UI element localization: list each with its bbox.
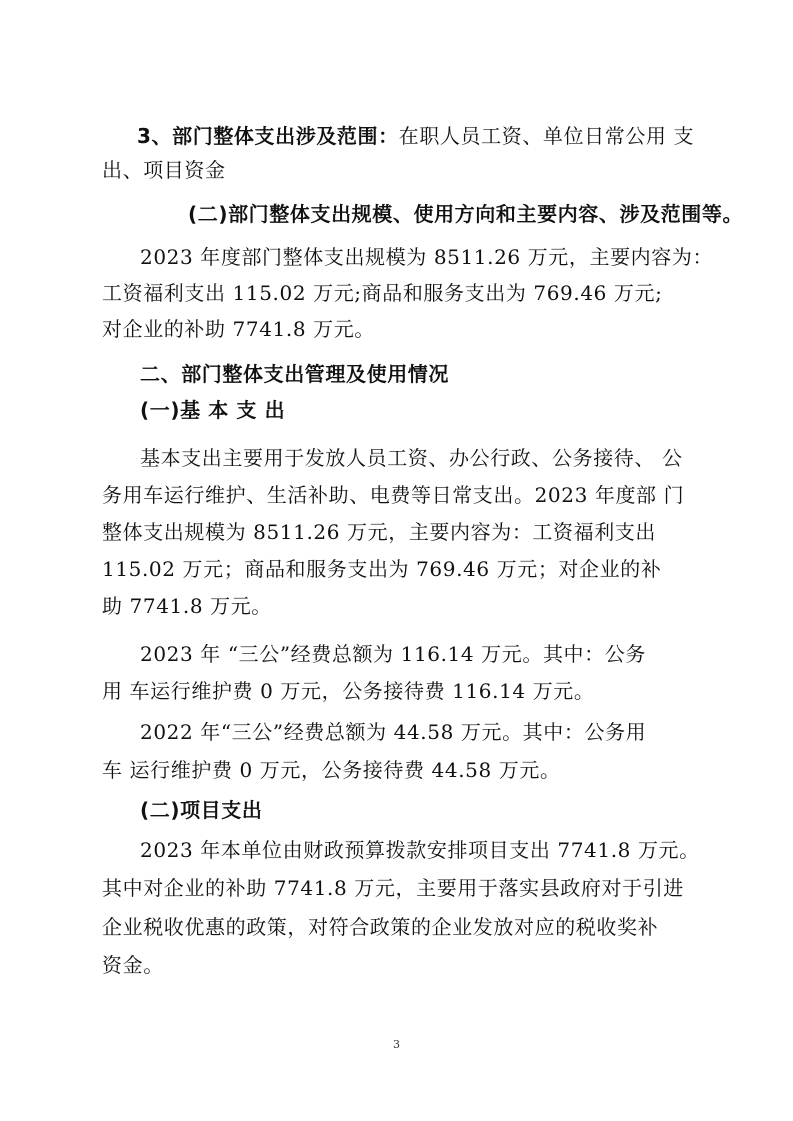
section-heading-2: (二)部门整体支出规模、使用方向和主要内容、涉及范围等。 [188, 202, 744, 226]
paragraph-scale-line-3: 对企业的补助 7741.8 万元。 [102, 317, 375, 341]
paragraph-scope-line-2: 出、项目资金 [102, 158, 226, 182]
paragraph-basic-line-5: 助 7741.8 万元。 [102, 594, 272, 618]
paragraph-basic-line-4: 115.02 万元；商品和服务支出为 769.46 万元；对企业的补 [102, 557, 662, 581]
scope-text: 在职人员工资、单位日常公用 支 [398, 124, 695, 148]
paragraph-basic-line-1: 基本支出主要用于发放人员工资、办公行政、公务接待、 公 [140, 446, 683, 470]
chapter-heading: 二、部门整体支出管理及使用情况 [140, 362, 449, 386]
paragraph-scope-line-1 [137, 122, 695, 150]
paragraph-basic-line-3: 整体支出规模为 8511.26 万元，主要内容为：工资福利支出 [102, 520, 657, 544]
paragraph-2022-line-1: 2022 年“三公”经费总额为 44.58 万元。其中：公务用 [140, 720, 647, 744]
paragraph-project-line-3: 企业税收优惠的政策，对符合政策的企业发放对应的税收奖补 [102, 915, 659, 939]
section-heading-basic: (一)基 本 支 出 [140, 398, 286, 422]
paragraph-project-line-2: 其中对企业的补助 7741.8 万元，主要用于落实县政府对于引进 [102, 876, 684, 900]
paragraph-scale-line-2: 工资福利支出 115.02 万元;商品和服务支出为 769.46 万元; [102, 281, 663, 305]
page-number: 3 [393, 1038, 400, 1051]
paragraph-project-line-1: 2023 年本单位由财政预算拨款安排项目支出 7741.8 万元。 [140, 838, 700, 862]
paragraph-basic-line-2: 务用车运行维护、生活补助、电费等日常支出。2023 年度部 门 [102, 483, 685, 507]
paragraph-2023-line-1: 2023 年 “三公”经费总额为 116.14 万元。其中：公务 [140, 642, 646, 666]
section-heading-project: (二)项目支出 [140, 798, 263, 822]
paragraph-project-line-4: 资金。 [102, 953, 164, 977]
scope-heading: 3、部门整体支出涉及范围： [137, 124, 399, 148]
paragraph-2023-line-2: 用 车运行维护费 0 万元，公务接待费 116.14 万元。 [102, 679, 595, 703]
paragraph-scale-line-1: 2023 年度部门整体支出规模为 8511.26 万元，主要内容为： [140, 245, 714, 269]
paragraph-2022-line-2: 车 运行维护费 0 万元，公务接待费 44.58 万元。 [102, 758, 561, 782]
